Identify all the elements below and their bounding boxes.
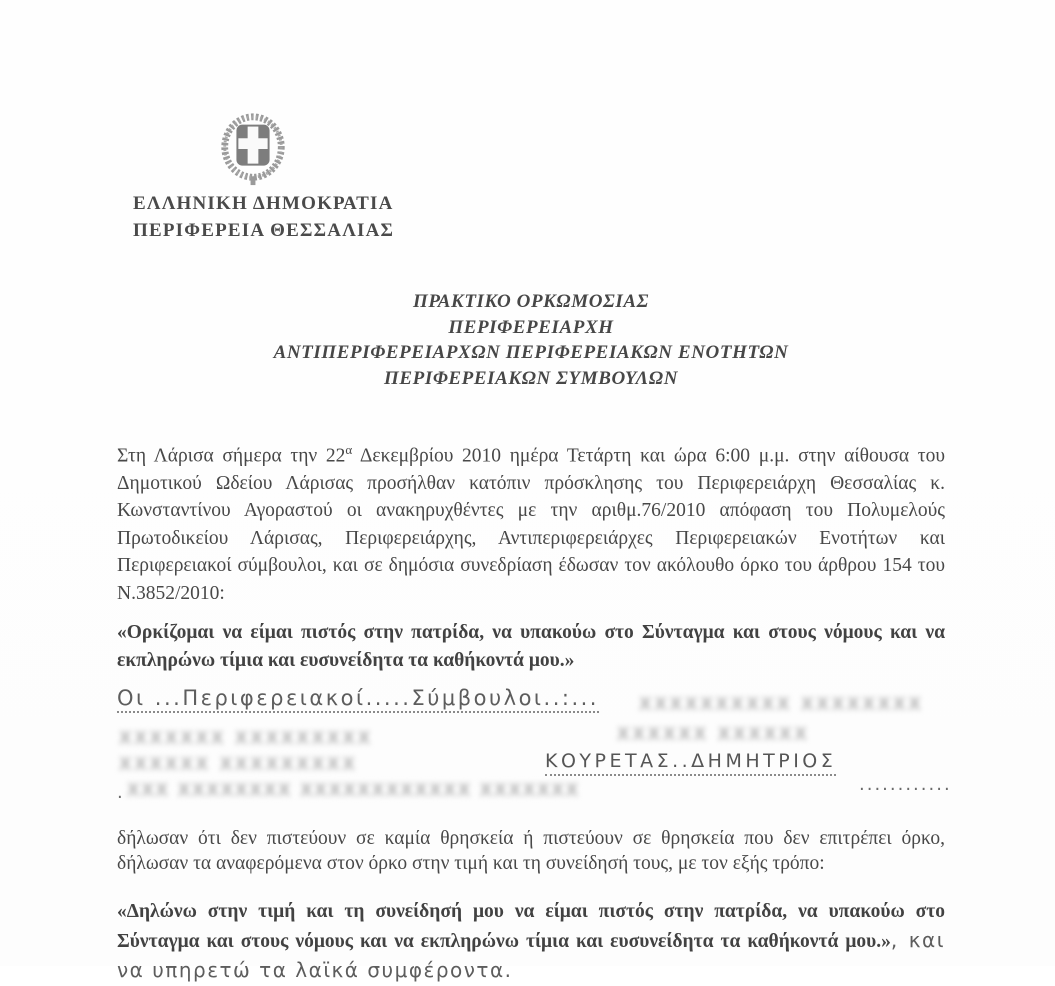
- date-ordinal-superscript: α: [345, 441, 353, 457]
- intro-paragraph: [117, 436, 945, 608]
- org-name-line2: ΠΕΡΙΦΕΡΕΙΑ ΘΕΣΣΑΛΙΑΣ: [133, 220, 395, 241]
- declaration-paragraph: [117, 898, 945, 986]
- redacted-handwriting: ΧΧΧΧΧΧΧΧΧΧ ΧΧΧΧΧΧΧΧ: [639, 694, 924, 715]
- intro-text-before-superscript: Στη Λάρισα σήμερα την 22: [117, 445, 346, 466]
- oath-quote: «Ορκίζομαι να είμαι πιστός στην πατρίδα, να υπακούω στο Σύνταγμα και στους νόμους και να εκπληρώνω τίμια και ευσυνείδητα τα καθήκοντά μου.»: [117, 621, 945, 671]
- period-mark: .: [117, 782, 123, 803]
- redacted-handwriting: ΧΧΧΧΧΧ ΧΧΧΧΧΧΧΧΧ: [119, 754, 358, 775]
- redacted-handwriting: ΧΧΧ ΧΧΧΧΧΧΧΧ ΧΧΧΧΧΧΧΧΧΧΧΧ ΧΧΧΧΧΧΧ: [127, 780, 581, 801]
- title-line-3: ΑΝΤΙΠΕΡΙΦΕΡΕΙΑΡΧΩΝ ΠΕΡΙΦΕΡΕΙΑΚΩΝ ΕΝΟΤΗΤΩΝ: [273, 342, 789, 363]
- dotted-line: ............: [859, 774, 952, 795]
- coat-of-arms-icon: [214, 108, 292, 190]
- handwritten-oath-addendum: , και να υπηρετώ τα λαϊκά συμφέροντα.: [117, 927, 945, 982]
- redacted-handwriting: ΧΧΧΧΧΧΧ ΧΧΧΧΧΧΧΧΧ: [119, 728, 374, 749]
- letterhead: [133, 190, 394, 244]
- handwritten-name-kouretas-dimitrios: ΚΟΥΡΕΤΑΣ..ΔΗΜΗΤΡΙΟΣ: [545, 750, 836, 776]
- religion-paragraph: δήλωσαν ότι δεν πιστεύουν σε καμία θρησκεία ή πιστεύουν σε θρησκεία που δεν επιτρέπει όρκο, δήλωσαν τα αναφερόμενα στον όρκο στην τιμή και τη συνείδησή τους, με τον εξής τρόπο:: [117, 827, 945, 874]
- title-line-4: ΠΕΡΙΦΕΡΕΙΑΚΩΝ ΣΥΜΒΟΥΛΩΝ: [383, 367, 679, 389]
- declaration-quote: «Δηλώνω στην τιμή και τη συνείδησή μου να είμαι πιστός στην πατρίδα, να υπακούω στο Σύνταγμα και στους νόμους και να εκπληρώνω τίμια και ευσυνείδητα τα καθήκοντά μου.»: [117, 900, 945, 952]
- intro-text-after-superscript: Δεκεμβρίου 2010 ημέρα Τετάρτη και ώρα 6:00 μ.μ. στην αίθουσα του Δημοτικού Ωδείου Λάρισας προσήλθαν κατόπιν πρόσκλησης του Περιφερειάρχη Θεσσαλίας κ. Κωνσταντίνου Αγοραστού οι ανακηρυχθέντες με την αριθμ.76/2010 απόφαση του Πολυμελούς Πρωτοδικείου Λάρισας, Περιφερειάρχης, Αντιπεριφερειάρχες Περιφερειακών Ενοτήτων και Περιφερειακοί σύμβουλοι, και σε δημόσια συνεδρίαση έδωσαν τον ακόλουθο όρκο του άρθρου 154 του Ν.3852/2010:: [117, 445, 945, 604]
- handwritten-councillors-line: Οι ...Περιφερειακοί.....Σύμβουλοι..:...: [117, 686, 599, 713]
- org-name-line1: ΕΛΛΗΝΙΚΗ ΔΗΜΟΚΡΑΤΙΑ: [133, 193, 394, 214]
- title-line-1: ΠΡΑΚΤΙΚΟ ΟΡΚΩΜΟΣΙΑΣ: [412, 291, 650, 312]
- handwritten-signatures-section: [117, 686, 1055, 806]
- title-line-2: ΠΕΡΙΦΕΡΕΙΑΡΧΗ: [448, 316, 614, 338]
- document-title: [117, 289, 945, 391]
- redacted-handwriting: ΧΧΧΧΧΧ ΧΧΧΧΧΧ: [617, 724, 810, 745]
